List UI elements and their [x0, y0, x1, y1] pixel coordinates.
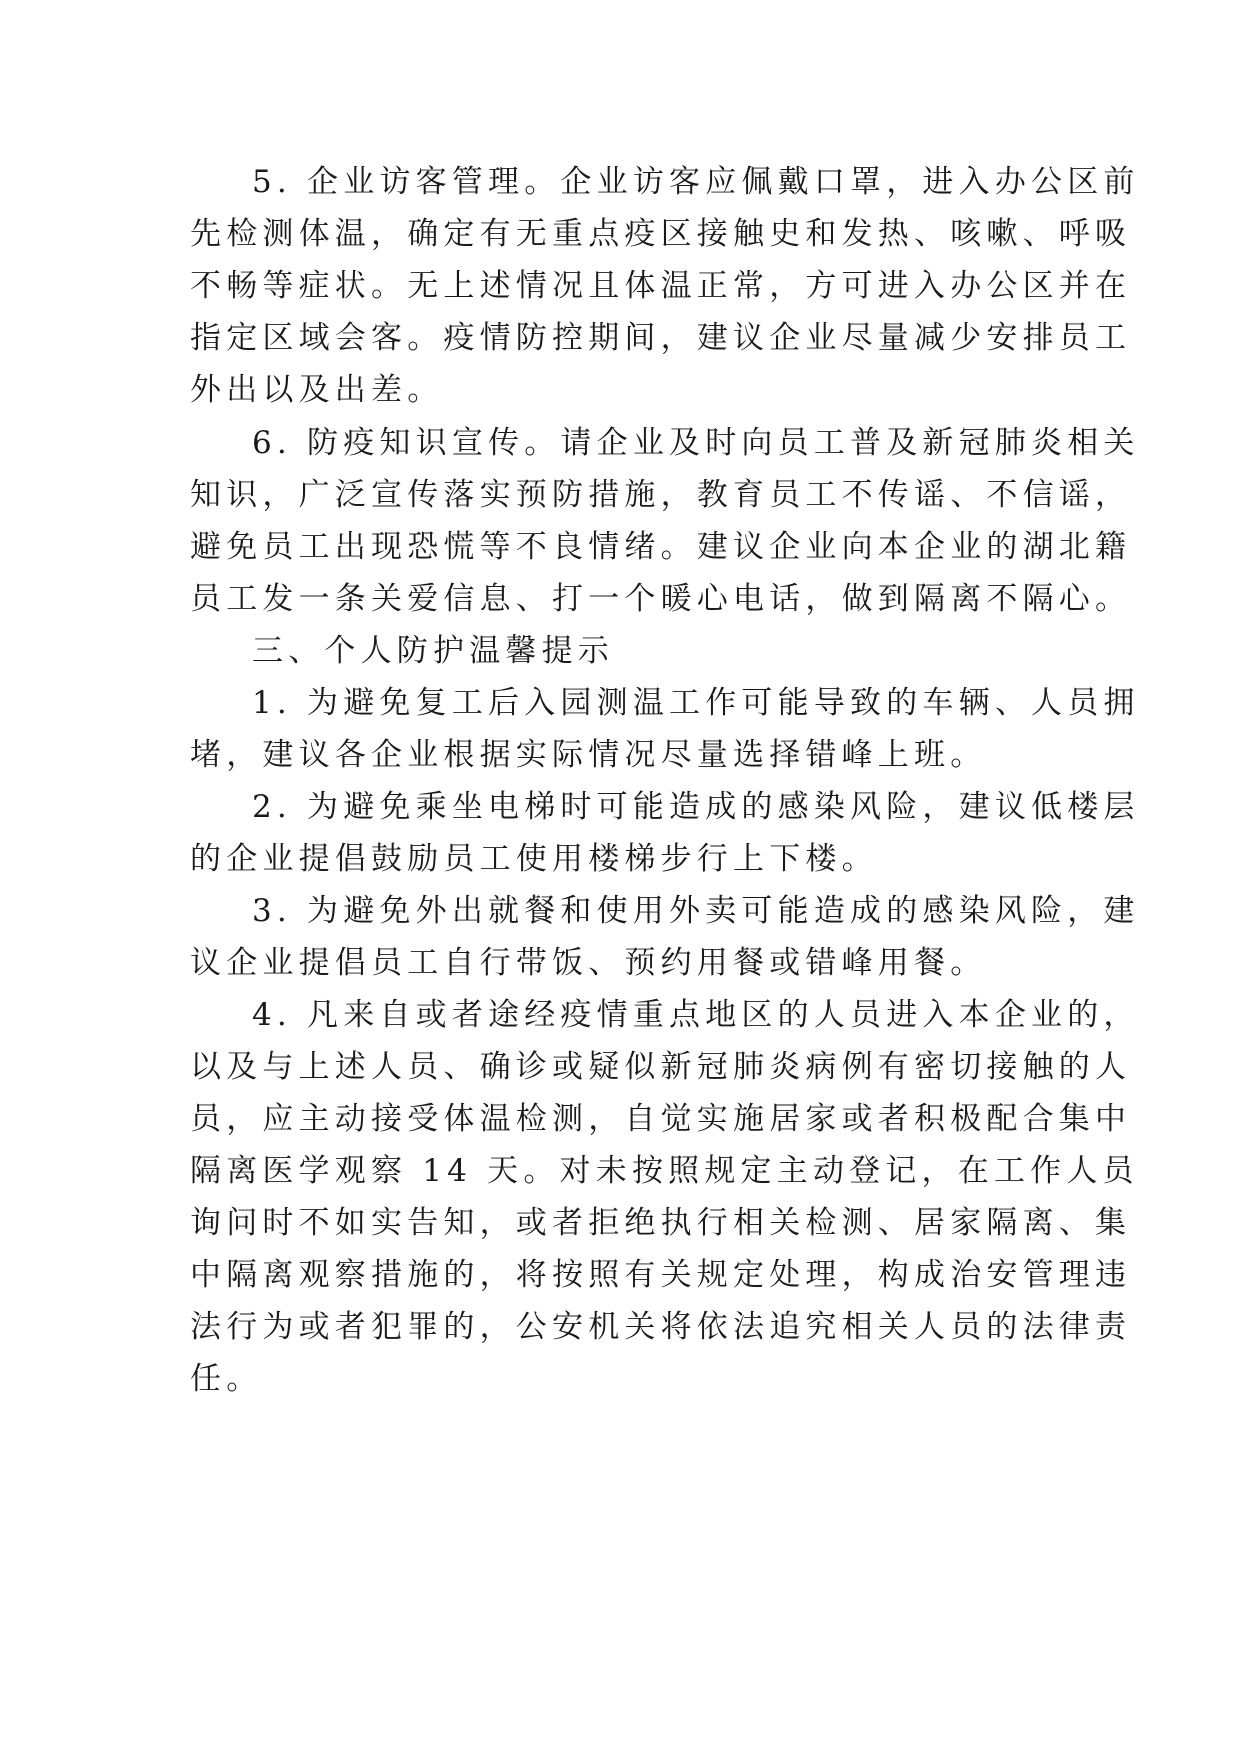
text-line: 2. 为避免乘坐电梯时可能造成的感染风险，建议低楼层 — [252, 789, 1140, 825]
text-line: 的企业提倡鼓励员工使用楼梯步行上下楼。 — [190, 841, 878, 877]
text-line: 员，应主动接受体温检测，自觉实施居家或者积极配合集中 — [190, 1101, 1132, 1137]
text-line: 3. 为避免外出就餐和使用外卖可能造成的感染风险，建 — [252, 893, 1140, 929]
text-line: 避免员工出现恐慌等不良情绪。建议企业向本企业的湖北籍 — [190, 529, 1132, 565]
text-line: 不畅等症状。无上述情况且体温正常，方可进入办公区并在 — [190, 268, 1132, 304]
text-line: 询问时不如实告知，或者拒绝执行相关检测、居家隔离、集 — [190, 1205, 1132, 1241]
text-line: 6. 防疫知识宣传。请企业及时向员工普及新冠肺炎相关 — [252, 425, 1140, 461]
text-line: 隔离医学观察 14 天。对未按照规定主动登记，在工作人员 — [190, 1153, 1139, 1189]
text-line: 4. 凡来自或者途经疫情重点地区的人员进入本企业的， — [252, 997, 1140, 1033]
text-line: 1. 为避免复工后入园测温工作可能导致的车辆、人员拥 — [252, 685, 1140, 721]
text-line: 中隔离观察措施的，将按照有关规定处理，构成治安管理违 — [190, 1257, 1132, 1293]
text-line: 员工发一条关爱信息、打一个暖心电话，做到隔离不隔心。 — [190, 581, 1132, 617]
text-line: 法行为或者犯罪的，公安机关将依法追究相关人员的法律责 — [190, 1309, 1132, 1345]
text-line: 知识，广泛宣传落实预防措施，教育员工不传谣、不信谣， — [190, 477, 1132, 513]
text-line: 议企业提倡员工自行带饭、预约用餐或错峰用餐。 — [190, 945, 987, 981]
text-line: 堵，建议各企业根据实际情况尽量选择错峰上班。 — [190, 737, 987, 773]
text-line: 指定区域会客。疫情防控期间，建议企业尽量减少安排员工 — [190, 320, 1132, 356]
text-line: 5. 企业访客管理。企业访客应佩戴口罩，进入办公区前 — [252, 164, 1140, 200]
text-line: 任。 — [190, 1361, 263, 1397]
text-line: 外出以及出差。 — [190, 372, 444, 408]
text-line: 先检测体温，确定有无重点疫区接触史和发热、咳嗽、呼吸 — [190, 216, 1132, 252]
text-line: 以及与上述人员、确诊或疑似新冠肺炎病例有密切接触的人 — [190, 1049, 1132, 1085]
section-heading: 三、个人防护温馨提示 — [252, 633, 614, 669]
